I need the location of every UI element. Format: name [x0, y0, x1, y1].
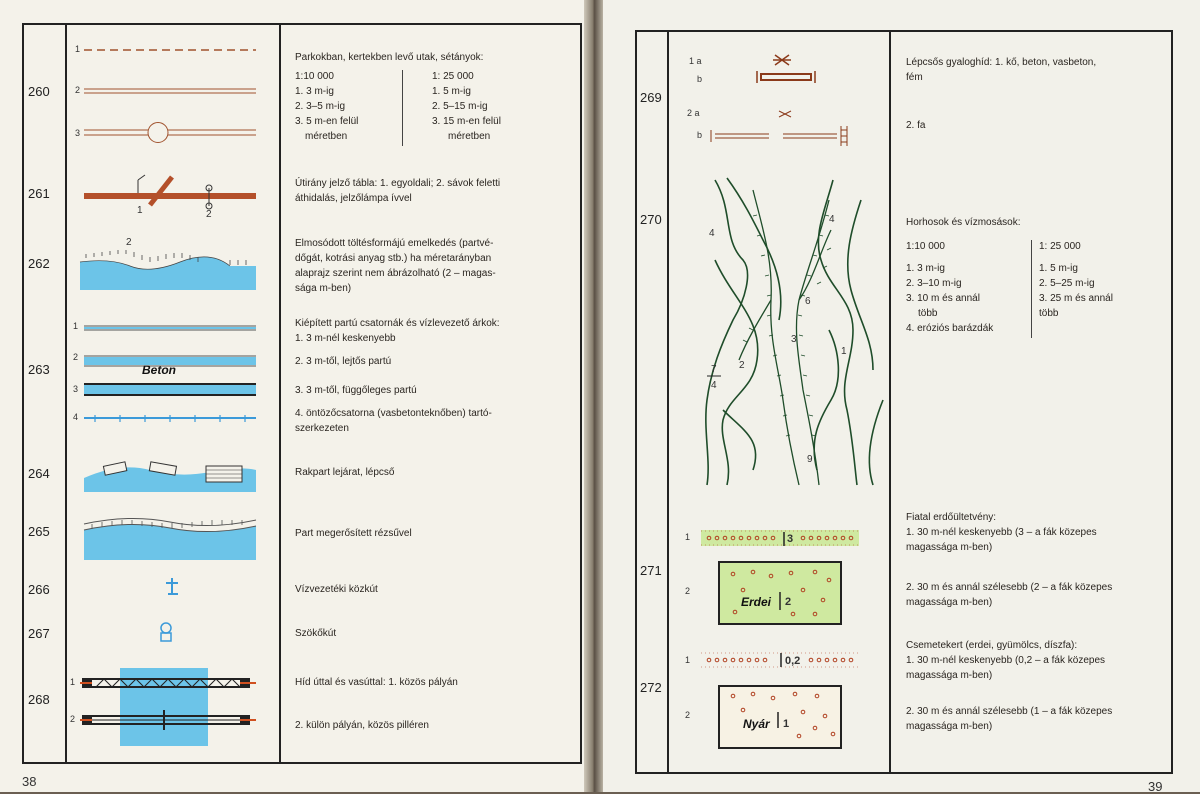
label-269-2a: 2 a — [687, 108, 700, 118]
text-270-b1: 1. 5 m-ig — [1039, 263, 1078, 274]
label-271-2: 2 — [685, 586, 691, 596]
text-266: Vízvezetéki közkút — [295, 584, 378, 595]
label-261-2: 2 — [206, 209, 212, 220]
text-272-line3: magassága m-ben) — [906, 670, 993, 681]
scale-divider-270 — [1031, 240, 1032, 338]
text-269-line2: fém — [906, 72, 923, 83]
text-270-a1: 1. 3 m-ig — [906, 263, 945, 274]
row-number-268: 268 — [28, 692, 50, 707]
text-263-line3: 2. 3 m-től, lejtős partú — [295, 356, 392, 367]
row-number-270: 270 — [640, 212, 662, 227]
map-label-9: 9 — [807, 454, 813, 465]
label-263-1: 1 — [73, 321, 79, 331]
left-page-number: 38 — [22, 774, 37, 789]
text-270-b3: 3. 25 m és annál — [1039, 293, 1113, 304]
label-272-1: 1 — [685, 655, 691, 665]
text-261-line2: áthidalás, jelzőlámpa ívvel — [295, 193, 412, 204]
label-262-2: 2 — [126, 237, 132, 248]
text-260-a1: 1. 3 m-ig — [295, 86, 334, 97]
row-number-265: 265 — [28, 524, 50, 539]
tree-height-271-2: 2 — [785, 596, 792, 608]
right-page — [603, 0, 1200, 792]
map-label-2: 4 — [829, 214, 835, 225]
text-272-line5: magassága m-ben) — [906, 721, 993, 732]
text-265: Part megerősített rézsűvel — [295, 528, 412, 539]
text-270-b4: több — [1039, 308, 1059, 319]
nyar-label: Nyár — [743, 717, 770, 731]
text-262-line4: sága m-ben) — [295, 283, 352, 294]
text-260-scale-b: 1: 25 000 — [432, 71, 474, 82]
text-262-line3: alaprajz szerint nem ábrázolható (2 – magas- — [295, 268, 496, 279]
text-260-b4: méretben — [448, 131, 491, 142]
label-261-1: 1 — [137, 205, 143, 216]
left-page — [0, 0, 584, 792]
book-gutter — [584, 0, 603, 792]
text-260-b2: 2. 5–15 m-ig — [432, 101, 488, 112]
text-271-line3: magassága m-ben) — [906, 542, 993, 553]
text-272-line2: 1. 30 m-nél keskenyebb (0,2 – a fák közepes — [906, 655, 1106, 666]
map-label-7: 4 — [711, 380, 717, 391]
text-270-title: Horhosok és vízmosások: — [906, 217, 1021, 228]
label-272-2: 2 — [685, 710, 691, 720]
text-260-a4: méretben — [305, 131, 348, 142]
text-263-line5: 4. öntözőcsatorna (vasbetonteknőben) tartó- — [295, 408, 492, 419]
text-272-line4: 2. 30 m és annál szélesebb (1 – a fák közepes — [906, 706, 1113, 717]
tree-height-272-2: 1 — [783, 718, 790, 730]
text-263-line1: Kiépített partú csatornák és vízlevezető árkok: — [295, 318, 500, 329]
text-264: Rakpart lejárat, lépcső — [295, 467, 395, 478]
text-260-b3: 3. 15 m-en felül — [432, 116, 501, 127]
row-number-262: 262 — [28, 256, 50, 271]
text-263-line6: szerkezeten — [295, 423, 349, 434]
text-268-line1: Híd úttal és vasúttal: 1. közös pályán — [295, 677, 458, 688]
text-270-a5: 4. eróziós barázdák — [906, 323, 994, 334]
label-269-1b: b — [697, 74, 703, 84]
text-271-line4: 2. 30 m és annál szélesebb (2 – a fák közepes — [906, 582, 1113, 593]
right-page-number: 39 — [1148, 779, 1163, 794]
text-263-line2: 1. 3 m-nél keskenyebb — [295, 333, 396, 344]
text-271-line5: magassága m-ben) — [906, 597, 993, 608]
text-260-b1: 1. 5 m-ig — [432, 86, 471, 97]
map-label-1: 4 — [709, 228, 715, 239]
map-label-4: 3 — [791, 334, 797, 345]
scale-divider-260 — [402, 70, 403, 146]
text-267: Szökőkút — [295, 628, 337, 639]
text-263-line4: 3. 3 m-től, függőleges partú — [295, 385, 417, 396]
row-number-269: 269 — [640, 90, 662, 105]
text-270-a2: 2. 3–10 m-ig — [906, 278, 962, 289]
text-262-line1: Elmosódott töltésformájú emelkedés (partvé- — [295, 238, 494, 249]
row-number-271: 271 — [640, 563, 662, 578]
label-269-1a: 1 a — [689, 56, 702, 66]
row-number-264: 264 — [28, 466, 50, 481]
label-263-3: 3 — [73, 384, 79, 394]
text-272-line1: Csemetekert (erdei, gyümölcs, díszfa): — [906, 640, 1078, 651]
text-260-scale-a: 1:10 000 — [295, 71, 334, 82]
text-270-b2: 2. 5–25 m-ig — [1039, 278, 1095, 289]
text-261-line1: Útirány jelző tábla: 1. egyoldali; 2. sávok feletti — [295, 178, 501, 189]
row-number-266: 266 — [28, 582, 50, 597]
label-260-1: 1 — [75, 44, 81, 54]
row-number-272: 272 — [640, 680, 662, 695]
label-268-1: 1 — [70, 677, 76, 687]
text-271-line2: 1. 30 m-nél keskenyebb (3 – a fák közepes — [906, 527, 1097, 538]
row-number-263: 263 — [28, 362, 50, 377]
text-262-line2: dőgát, kotrási anyag stb.) ha méretarányban — [295, 253, 492, 264]
text-260-title: Parkokban, kertekben levő utak, sétányok: — [295, 52, 484, 63]
text-270-a3: 3. 10 m és annál — [906, 293, 980, 304]
label-268-2: 2 — [70, 714, 76, 724]
map-label-3: 6 — [805, 296, 811, 307]
right-symbols — [603, 0, 1200, 792]
row-number-267: 267 — [28, 626, 50, 641]
label-263-4: 4 — [73, 412, 79, 422]
text-269-line3: 2. fa — [906, 120, 926, 131]
map-label-5: 1 — [841, 346, 847, 357]
label-260-2: 2 — [75, 85, 81, 95]
text-270-a4: több — [918, 308, 938, 319]
tree-height-271-1: 3 — [787, 533, 794, 545]
label-269-2b: b — [697, 130, 703, 140]
text-269-line1: Lépcsős gyaloghíd: 1. kő, beton, vasbeton, — [906, 57, 1097, 68]
label-271-1: 1 — [685, 532, 691, 542]
label-260-3: 3 — [75, 128, 81, 138]
text-260-a3: 3. 5 m-en felül — [295, 116, 359, 127]
map-label-8: 2 — [739, 360, 745, 371]
erdei-label: Erdei — [741, 595, 772, 609]
tree-height-272-1: 0,2 — [785, 655, 801, 667]
text-260-a2: 2. 3–5 m-ig — [295, 101, 346, 112]
text-270-scale-a: 1:10 000 — [906, 241, 945, 252]
label-263-2: 2 — [73, 352, 79, 362]
beton-label: Beton — [142, 363, 176, 377]
text-268-line2: 2. külön pályán, közös pilléren — [295, 720, 429, 731]
row-number-260: 260 — [28, 84, 50, 99]
row-number-261: 261 — [28, 186, 50, 201]
text-270-scale-b: 1: 25 000 — [1039, 241, 1081, 252]
text-271-line1: Fiatal erdőültetvény: — [906, 512, 997, 523]
map-label-6: 7 — [711, 364, 717, 375]
